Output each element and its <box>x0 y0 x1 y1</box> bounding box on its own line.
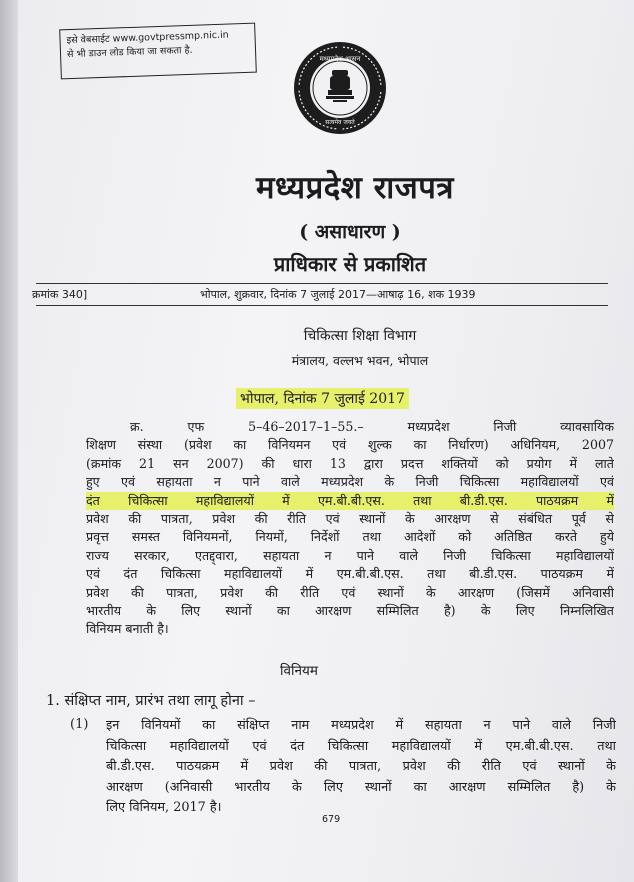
clause-line: आरक्षण (अनिवासी भारतीय के लिए स्थानों का आरक्षण सम्मिलित है) के <box>106 779 616 795</box>
notice-date: भोपाल, दिनांक 7 जुलाई 2017 <box>236 388 409 409</box>
clause-line: चिकित्सा महाविद्यालयों एवं दंत चिकित्सा महाविद्यालयों में एम.बी.बी.एस. तथा <box>106 738 616 754</box>
department-address: मंत्रालय, वल्लभ भवन, भोपाल <box>291 353 429 368</box>
clause-line: लिए विनियम, 2017 है। <box>106 800 222 815</box>
section-1-heading: 1. संक्षिप्त नाम, प्रारंभ तथा लागू होना – <box>46 693 256 709</box>
clause-line: बी.डी.एस. पाठयक्रम में प्रवेश की पात्रता, प्रवेश की रीति एवं स्थानों के <box>106 759 616 774</box>
preamble-line: भारतीय के लिए स्थानों का आरक्षण सम्मिलित है) के लिए निम्नलिखित <box>86 603 614 619</box>
preamble-line: क्र. एफ 5–46–2017–1–55.– मध्यप्रदेश निजी व्यावसायिक <box>130 419 614 434</box>
page-fold-shadow <box>0 0 18 882</box>
authority-line: प्राधिकार से प्रकाशित <box>273 252 427 276</box>
preamble-line: (क्रमांक 21 सन 2007) की धारा 13 द्वारा प्रदत्त शक्तियों को प्रयोग में लाते <box>86 455 614 471</box>
gazette-title: मध्यप्रदेश राजपत्र <box>255 170 455 206</box>
issue-date: भोपाल, शुक्रवार, दिनांक 7 जुलाई 2017—आषाढ़ 16, शक 1939 <box>200 288 476 301</box>
preamble-line-highlighted: दंत चिकित्सा महाविद्यालयों में एम.बी.बी.एस. तथा बी.डी.एस. पाठयक्रम में <box>86 492 614 510</box>
masthead-rule-bottom <box>36 305 608 306</box>
emblem-bottom-text: सत्यमेव जयते <box>325 119 355 126</box>
masthead-rule-top <box>36 283 608 284</box>
department-name: चिकित्सा शिक्षा विभाग <box>303 328 417 344</box>
preamble-line: प्रवेश की पात्रता, प्रवेश की रीति एवं स्थानों के आरक्षण (जिसमें अनिवासी <box>86 584 614 600</box>
website-notice-line: से भी डाउन लोड किया जा सकता है. <box>66 44 193 61</box>
page-number: 679 <box>322 814 341 825</box>
clause-1-text <box>106 716 616 819</box>
regulations-heading: विनियम <box>280 663 318 679</box>
emblem-top-text: मध्यप्रदेश शासन <box>319 55 361 63</box>
clause-line: इन विनियमों का संक्षिप्त नाम मध्यप्रदेश में सहायता न पाने वाले निजी <box>106 718 616 733</box>
state-emblem-icon <box>292 40 388 136</box>
clause-number: (1) <box>70 717 89 732</box>
website-notice-line: इसे वेबसाईट www.govtpressmp.nic.in <box>66 29 229 47</box>
preamble-line: प्रवेश की पात्रता, प्रवेश की रीति एवं स्थानों के आरक्षण से संबंधित पूर्व से <box>86 511 614 527</box>
issue-number: क्रमांक 340] <box>32 288 88 301</box>
preamble-line: विनियम बनाती है। <box>86 621 169 637</box>
website-notice-box <box>59 23 257 80</box>
gazette-extraordinary-label: ( असाधारण ) <box>299 221 401 243</box>
preamble-line: एवं दंत चिकित्सा महाविद्यालयों में एम.बी.बी.एस. तथा बी.डी.एस. पाठयक्रम में <box>86 566 614 582</box>
preamble-line: हुए एवं सहायता न पाने वाले मध्यप्रदेश के निजी चिकित्सा महाविद्यालयों एवं <box>86 474 614 490</box>
preamble-line: प्रवृत्त समस्त विनियमनों, नियमों, निर्देशों तथा आदेशों को अतिष्ठित करते हुये <box>86 529 614 545</box>
preamble <box>86 418 614 639</box>
preamble-line: शिक्षण संस्था (प्रवेश का विनियमन एवं शुल्क का निर्धारण) अधिनियम, 2007 <box>86 437 614 453</box>
preamble-line: राज्य सरकार, एतद्द्वारा, सहायता न पाने वाले निजी चिकित्सा महाविद्यालयों <box>86 547 614 563</box>
